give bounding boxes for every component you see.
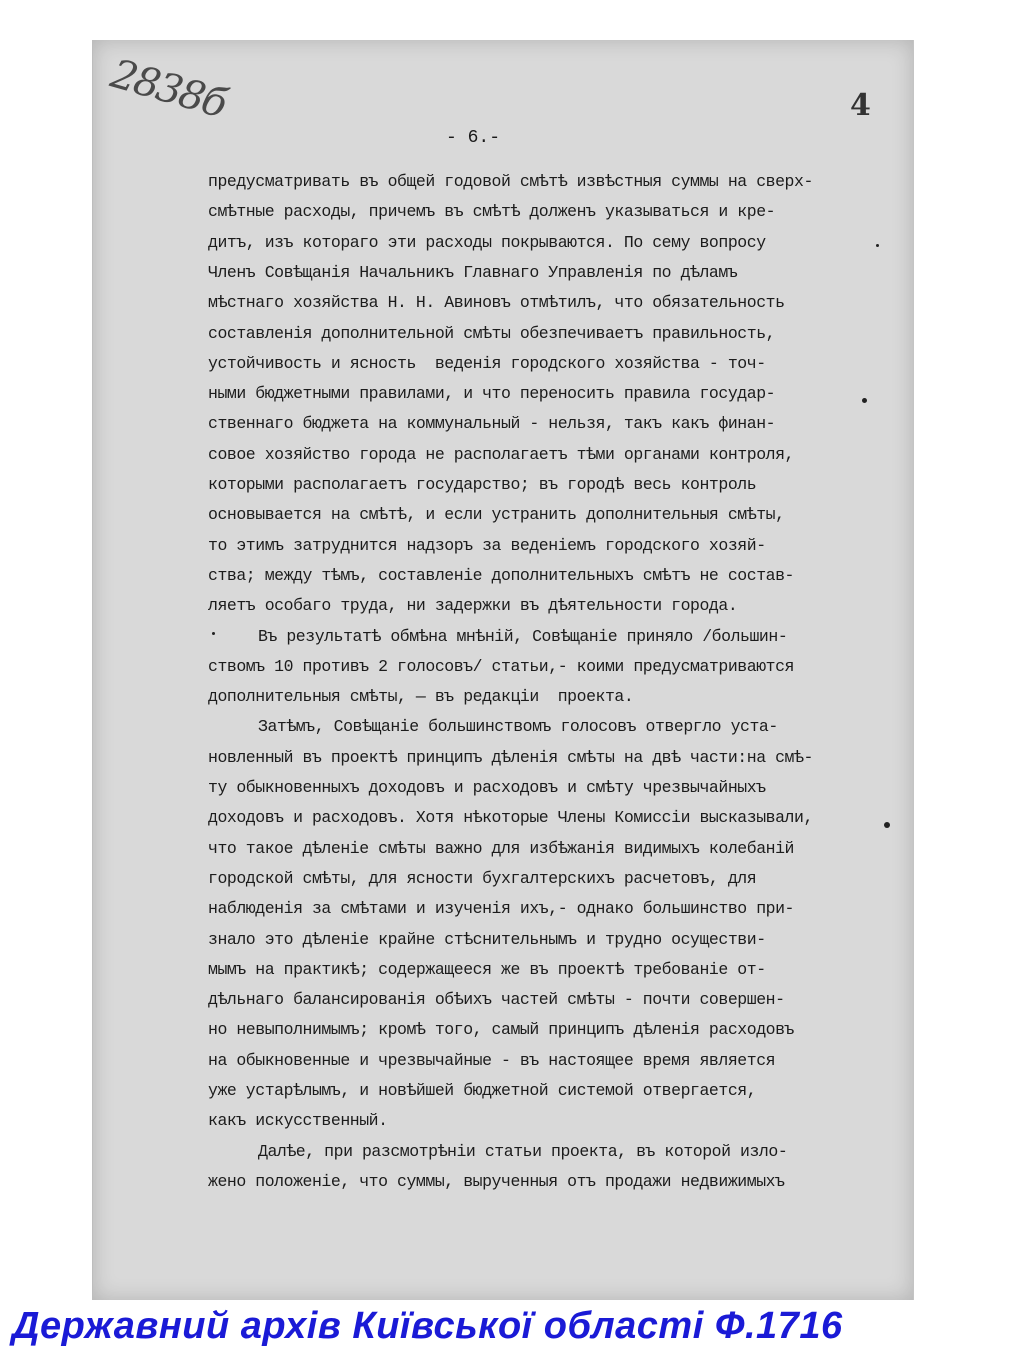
page-number: - 6.- bbox=[446, 128, 501, 148]
text-line: на обыкновенные и чрезвычайные - въ настоящее время является bbox=[208, 1050, 776, 1070]
text-line: ственнаго бюджета на коммунальный - нельзя, такъ какъ финан- bbox=[208, 414, 776, 434]
text-line: дополнительныя смѣты, — въ редакціи проекта. bbox=[208, 687, 634, 707]
text-line: Членъ Совѣщанія Начальникъ Главнаго Управленія по дѣламъ bbox=[208, 262, 738, 282]
ink-speck bbox=[212, 632, 215, 635]
text-line: ствомъ 10 противъ 2 голосовъ/ статьи,- коими предусматриваются bbox=[208, 656, 795, 676]
text-line: Далѣе, при разсмотрѣніи статьи проекта, въ которой изло- bbox=[258, 1141, 788, 1161]
ink-speck bbox=[876, 244, 879, 247]
text-line: мымъ на практикѣ; содержащееся же въ проектѣ требованіе от- bbox=[208, 959, 766, 979]
text-line: знало это дѣленіе крайне стѣснительнымъ и трудно осуществи- bbox=[208, 929, 766, 949]
text-line: новленный въ проектѣ принципъ дѣленія смѣты на двѣ части:на смѣ- bbox=[208, 747, 813, 767]
text-line: жено положеніе, что суммы, вырученныя отъ продажи недвижимыхъ bbox=[208, 1171, 785, 1191]
text-line: совое хозяйство города не располагаетъ тѣми органами контроля, bbox=[208, 444, 795, 464]
text-line: доходовъ и расходовъ. Хотя нѣкоторые Члены Комиссіи высказывали, bbox=[208, 808, 813, 828]
text-line: какъ искусственный. bbox=[208, 1111, 388, 1131]
ink-speck bbox=[884, 822, 890, 828]
corner-sheet-number: 4 bbox=[850, 88, 871, 123]
text-line: смѣтные расходы, причемъ въ смѣтѣ долженъ указываться и кре- bbox=[208, 202, 776, 222]
text-line: предусматривать въ общей годовой смѣтѣ извѣстныя суммы на сверх- bbox=[208, 172, 813, 191]
text-line: ту обыкновенныхъ доходовъ и расходовъ и смѣту чрезвычайныхъ bbox=[208, 778, 766, 797]
text-line: составленія дополнительной смѣты обезпечиваетъ правильность, bbox=[208, 323, 776, 343]
text-line: устойчивость и ясность веденія городского хозяйства - точ- bbox=[208, 353, 766, 373]
text-line: что такое дѣленіе смѣты важно для избѣжанія видимыхъ колебаній bbox=[208, 838, 795, 858]
text-line: которыми располагаетъ государство; въ городѣ весь контроль bbox=[208, 475, 757, 494]
pencil-archive-note: 2838б bbox=[105, 50, 231, 128]
text-line: Затѣмъ, Совѣщаніе большинствомъ голосовъ отвергло уста- bbox=[258, 717, 778, 737]
text-line: наблюденія за смѣтами и изученія ихъ,- однако большинство при- bbox=[208, 899, 795, 919]
text-line: мѣстнаго хозяйства Н. Н. Авиновъ отмѣтилъ, что обязательность bbox=[208, 293, 785, 313]
text-line: основывается на смѣтѣ, и если устранить дополнительныя смѣты, bbox=[208, 505, 785, 525]
archive-watermark: Державний архів Київської області Ф.1716 bbox=[12, 1305, 843, 1347]
text-line: ства; между тѣмъ, составленіе дополнительныхъ смѣтъ не состав- bbox=[208, 565, 795, 585]
text-line: дѣльнаго балансированія обѣихъ частей смѣты - почти совершен- bbox=[208, 990, 785, 1010]
text-line: ляетъ особаго труда, ни задержки въ дѣятельности города. bbox=[208, 596, 738, 616]
text-line: но невыполнимымъ; кромѣ того, самый принципъ дѣленія расходовъ bbox=[208, 1020, 795, 1040]
text-line: Въ результатѣ обмѣна мнѣній, Совѣщаніе приняло /большин- bbox=[258, 626, 788, 646]
text-line: дитъ, изъ котораго эти расходы покрываются. По сему вопросу bbox=[208, 232, 766, 252]
text-line: уже устарѣлымъ, и новѣйшей бюджетной системой отвергается, bbox=[208, 1081, 757, 1100]
text-line: то этимъ затруднится надзоръ за веденіемъ городского хозяй- bbox=[208, 535, 766, 555]
text-line: ными бюджетными правилами, и что переносить правила государ- bbox=[208, 384, 776, 404]
ink-speck bbox=[862, 398, 867, 403]
text-line: городской смѣты, для ясности бухгалтерскихъ расчетовъ, для bbox=[208, 868, 757, 888]
